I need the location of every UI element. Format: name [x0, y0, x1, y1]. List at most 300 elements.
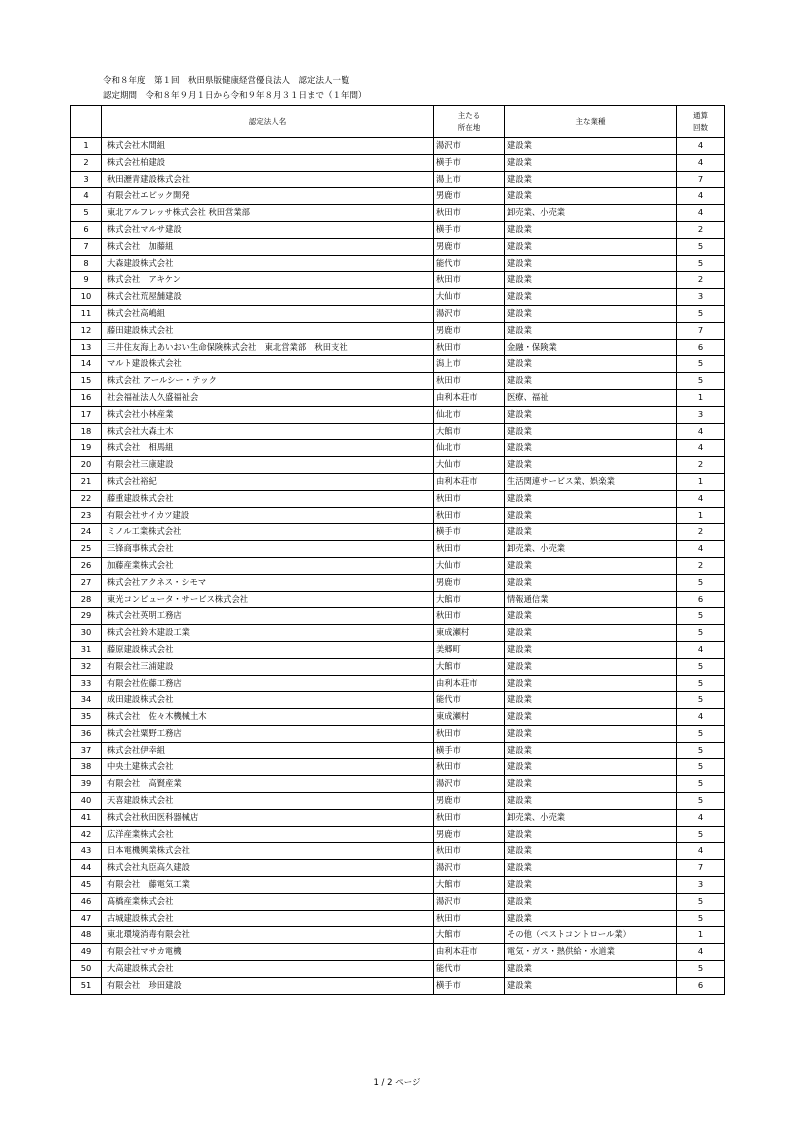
table-row [71, 171, 725, 188]
cell-count: 2 [677, 524, 725, 541]
cell-number: 38 [71, 759, 102, 776]
cell-business: 金融・保険業 [505, 339, 677, 356]
column-header-name: 認定法人名 [102, 106, 434, 138]
cell-corporation-name: 株式会社英明工務店 [102, 608, 434, 625]
table-row [71, 507, 725, 524]
cell-count: 2 [677, 221, 725, 238]
cell-count: 5 [677, 910, 725, 927]
cell-location: 湯沢市 [434, 305, 505, 322]
cell-corporation-name: 大高建設株式会社 [102, 961, 434, 978]
cell-number: 14 [71, 356, 102, 373]
column-header-count-line1: 通算 [693, 110, 708, 120]
table-row [71, 221, 725, 238]
cell-location: 秋田市 [434, 759, 505, 776]
cell-corporation-name: 東北環境消毒有限会社 [102, 927, 434, 944]
table-row [71, 574, 725, 591]
cell-location: 横手市 [434, 221, 505, 238]
cell-count: 4 [677, 188, 725, 205]
cell-number: 25 [71, 541, 102, 558]
cell-business: 卸売業、小売業 [505, 541, 677, 558]
cell-business: 医療、福祉 [505, 389, 677, 406]
cell-corporation-name: 秋田瀝青建設株式会社 [102, 171, 434, 188]
cell-corporation-name: マルト建設株式会社 [102, 356, 434, 373]
cell-corporation-name: 日本電機興業株式会社 [102, 843, 434, 860]
cell-location: 横手市 [434, 524, 505, 541]
cell-corporation-name: 髙橋産業株式会社 [102, 893, 434, 910]
cell-location: 横手市 [434, 742, 505, 759]
table-row [71, 272, 725, 289]
cell-number: 33 [71, 675, 102, 692]
cell-number: 8 [71, 255, 102, 272]
cell-number: 13 [71, 339, 102, 356]
cell-location: 秋田市 [434, 507, 505, 524]
cell-number: 1 [71, 138, 102, 155]
cell-location: 能代市 [434, 692, 505, 709]
table-row [71, 305, 725, 322]
table-row [71, 977, 725, 994]
cell-business: 建設業 [505, 373, 677, 390]
cell-count: 5 [677, 893, 725, 910]
table-row [71, 641, 725, 658]
cell-location: 秋田市 [434, 725, 505, 742]
cell-number: 34 [71, 692, 102, 709]
table-header-row [71, 106, 725, 138]
cell-number: 43 [71, 843, 102, 860]
cell-business: 建設業 [505, 524, 677, 541]
cell-location: 由利本荘市 [434, 944, 505, 961]
cell-business: 建設業 [505, 574, 677, 591]
cell-corporation-name: 株式会社 アキケン [102, 272, 434, 289]
table-row [71, 910, 725, 927]
cell-business: 建設業 [505, 793, 677, 810]
table-row [71, 877, 725, 894]
cell-number: 46 [71, 893, 102, 910]
cell-count: 5 [677, 759, 725, 776]
cell-number: 26 [71, 557, 102, 574]
cell-number: 2 [71, 154, 102, 171]
cell-corporation-name: 株式会社 佐々木機械土木 [102, 709, 434, 726]
cell-corporation-name: 藤原建設株式会社 [102, 641, 434, 658]
table-row [71, 860, 725, 877]
cell-location: 秋田市 [434, 608, 505, 625]
cell-count: 5 [677, 725, 725, 742]
cell-location: 男鹿市 [434, 322, 505, 339]
cell-count: 4 [677, 440, 725, 457]
table-row [71, 356, 725, 373]
cell-number: 18 [71, 423, 102, 440]
cell-location: 男鹿市 [434, 574, 505, 591]
cell-count: 5 [677, 574, 725, 591]
table-row [71, 742, 725, 759]
cell-count: 5 [677, 793, 725, 810]
table-row [71, 238, 725, 255]
table-row [71, 541, 725, 558]
table-row [71, 692, 725, 709]
cell-corporation-name: 有限会社マサカ電機 [102, 944, 434, 961]
table-row [71, 138, 725, 155]
table-row [71, 373, 725, 390]
column-header-location [434, 106, 505, 138]
cell-number: 23 [71, 507, 102, 524]
cell-corporation-name: 株式会社 加藤組 [102, 238, 434, 255]
cell-location: 男鹿市 [434, 826, 505, 843]
cell-count: 3 [677, 877, 725, 894]
cell-location: 秋田市 [434, 339, 505, 356]
cell-business: 建設業 [505, 305, 677, 322]
cell-number: 32 [71, 658, 102, 675]
cell-number: 48 [71, 927, 102, 944]
cell-location: 能代市 [434, 255, 505, 272]
cell-number: 20 [71, 457, 102, 474]
cell-count: 5 [677, 675, 725, 692]
cell-number: 47 [71, 910, 102, 927]
cell-count: 1 [677, 389, 725, 406]
table-row [71, 793, 725, 810]
cell-location: 秋田市 [434, 373, 505, 390]
page-title: 令和８年度 第１回 秋田県版健康経営優良法人 認定法人一覧 [103, 76, 350, 86]
cell-number: 45 [71, 877, 102, 894]
cell-number: 5 [71, 205, 102, 222]
cell-count: 1 [677, 927, 725, 944]
cell-count: 7 [677, 860, 725, 877]
cell-corporation-name: 株式会社伊幸組 [102, 742, 434, 759]
cell-location: 仙北市 [434, 406, 505, 423]
cell-location: 秋田市 [434, 205, 505, 222]
cell-business: 建設業 [505, 289, 677, 306]
table-row [71, 658, 725, 675]
cell-number: 3 [71, 171, 102, 188]
cell-count: 5 [677, 305, 725, 322]
cell-count: 3 [677, 289, 725, 306]
cell-number: 24 [71, 524, 102, 541]
cell-corporation-name: 株式会社粟野工務店 [102, 725, 434, 742]
cell-corporation-name: 株式会社木間組 [102, 138, 434, 155]
cell-corporation-name: 成田建設株式会社 [102, 692, 434, 709]
cell-number: 44 [71, 860, 102, 877]
cell-corporation-name: 東光コンピュータ・サービス株式会社 [102, 591, 434, 608]
table-row [71, 473, 725, 490]
cell-count: 5 [677, 776, 725, 793]
certification-period: 認定期間 令和８年９月１日から令和９年８月３１日まで（１年間） [103, 91, 367, 101]
cell-location: 由利本荘市 [434, 675, 505, 692]
cell-count: 5 [677, 742, 725, 759]
cell-number: 31 [71, 641, 102, 658]
cell-number: 49 [71, 944, 102, 961]
page-number: 1 / 2 ページ [373, 1078, 421, 1088]
cell-location: 由利本荘市 [434, 389, 505, 406]
cell-number: 42 [71, 826, 102, 843]
certified-corporations-table [70, 105, 725, 995]
cell-count: 5 [677, 356, 725, 373]
cell-corporation-name: 有限会社サイカツ建設 [102, 507, 434, 524]
cell-number: 28 [71, 591, 102, 608]
cell-location: 秋田市 [434, 490, 505, 507]
cell-corporation-name: 有限会社エピック開発 [102, 188, 434, 205]
cell-number: 37 [71, 742, 102, 759]
cell-location: 大館市 [434, 927, 505, 944]
cell-corporation-name: 有限会社 藤電気工業 [102, 877, 434, 894]
cell-business: 建設業 [505, 893, 677, 910]
cell-business: 建設業 [505, 658, 677, 675]
cell-business: 建設業 [505, 255, 677, 272]
table-row [71, 725, 725, 742]
cell-count: 1 [677, 473, 725, 490]
cell-business: 建設業 [505, 742, 677, 759]
cell-business: 建設業 [505, 826, 677, 843]
cell-location: 横手市 [434, 977, 505, 994]
cell-location: 大仙市 [434, 457, 505, 474]
table-row [71, 524, 725, 541]
cell-location: 大館市 [434, 591, 505, 608]
cell-business: 建設業 [505, 423, 677, 440]
cell-location: 横手市 [434, 154, 505, 171]
cell-business: 卸売業、小売業 [505, 205, 677, 222]
cell-business: 建設業 [505, 322, 677, 339]
cell-count: 2 [677, 457, 725, 474]
cell-location: 東成瀬村 [434, 625, 505, 642]
cell-business: 建設業 [505, 440, 677, 457]
cell-location: 秋田市 [434, 843, 505, 860]
table-row [71, 440, 725, 457]
cell-business: 建設業 [505, 692, 677, 709]
table-row [71, 608, 725, 625]
cell-corporation-name: 藤田建設株式会社 [102, 322, 434, 339]
cell-corporation-name: 株式会社秋田医科器械店 [102, 809, 434, 826]
cell-count: 4 [677, 944, 725, 961]
cell-business: 建設業 [505, 507, 677, 524]
cell-corporation-name: 藤重建設株式会社 [102, 490, 434, 507]
cell-number: 22 [71, 490, 102, 507]
cell-number: 17 [71, 406, 102, 423]
cell-count: 4 [677, 154, 725, 171]
cell-business: 建設業 [505, 557, 677, 574]
cell-business: 建設業 [505, 188, 677, 205]
cell-business: 建設業 [505, 709, 677, 726]
cell-number: 35 [71, 709, 102, 726]
cell-count: 5 [677, 826, 725, 843]
cell-corporation-name: 株式会社高嶋組 [102, 305, 434, 322]
cell-corporation-name: 株式会社 アールシー・テック [102, 373, 434, 390]
cell-corporation-name: 古城建設株式会社 [102, 910, 434, 927]
table-row [71, 843, 725, 860]
cell-location: 湯沢市 [434, 893, 505, 910]
cell-business: その他（ペストコントロール業） [505, 927, 677, 944]
cell-number: 7 [71, 238, 102, 255]
cell-business: 建設業 [505, 221, 677, 238]
cell-number: 29 [71, 608, 102, 625]
cell-business: 建設業 [505, 961, 677, 978]
cell-number: 12 [71, 322, 102, 339]
cell-number: 21 [71, 473, 102, 490]
cell-location: 男鹿市 [434, 238, 505, 255]
cell-corporation-name: 有限会社三浦建設 [102, 658, 434, 675]
cell-count: 1 [677, 507, 725, 524]
cell-corporation-name: 大森建設株式会社 [102, 255, 434, 272]
cell-location: 美郷町 [434, 641, 505, 658]
cell-number: 19 [71, 440, 102, 457]
table-row [71, 557, 725, 574]
table-row [71, 490, 725, 507]
table-row [71, 759, 725, 776]
table-row [71, 423, 725, 440]
cell-location: 大仙市 [434, 289, 505, 306]
cell-business: 建設業 [505, 138, 677, 155]
cell-number: 10 [71, 289, 102, 306]
cell-location: 由利本荘市 [434, 473, 505, 490]
cell-count: 4 [677, 843, 725, 860]
cell-count: 4 [677, 709, 725, 726]
cell-count: 5 [677, 658, 725, 675]
table-row [71, 591, 725, 608]
table-row [71, 809, 725, 826]
cell-location: 湯沢市 [434, 860, 505, 877]
cell-corporation-name: 有限会社 珍田建設 [102, 977, 434, 994]
cell-corporation-name: ミノル工業株式会社 [102, 524, 434, 541]
cell-corporation-name: 株式会社マルサ建設 [102, 221, 434, 238]
cell-business: 建設業 [505, 910, 677, 927]
cell-business: 建設業 [505, 977, 677, 994]
cell-corporation-name: 広洋産業株式会社 [102, 826, 434, 843]
cell-corporation-name: 天喜建設株式会社 [102, 793, 434, 810]
column-header-location-line2: 所在地 [457, 122, 481, 132]
cell-count: 5 [677, 255, 725, 272]
cell-corporation-name: 三井住友海上あいおい生命保険株式会社 東北営業部 秋田支社 [102, 339, 434, 356]
cell-business: 建設業 [505, 171, 677, 188]
cell-number: 30 [71, 625, 102, 642]
cell-count: 2 [677, 557, 725, 574]
cell-location: 秋田市 [434, 541, 505, 558]
cell-business: 建設業 [505, 877, 677, 894]
cell-business: 建設業 [505, 641, 677, 658]
cell-number: 9 [71, 272, 102, 289]
cell-business: 情報通信業 [505, 591, 677, 608]
cell-business: 生活関連サービス業、娯楽業 [505, 473, 677, 490]
cell-location: 秋田市 [434, 809, 505, 826]
cell-location: 大仙市 [434, 557, 505, 574]
cell-count: 3 [677, 406, 725, 423]
cell-business: 建設業 [505, 608, 677, 625]
table-row [71, 205, 725, 222]
cell-location: 大館市 [434, 658, 505, 675]
cell-location: 大館市 [434, 423, 505, 440]
table-row [71, 961, 725, 978]
cell-number: 50 [71, 961, 102, 978]
cell-number: 4 [71, 188, 102, 205]
table-row [71, 188, 725, 205]
table-row [71, 154, 725, 171]
table-row [71, 625, 725, 642]
cell-count: 4 [677, 641, 725, 658]
cell-location: 東成瀬村 [434, 709, 505, 726]
table-row [71, 322, 725, 339]
cell-location: 秋田市 [434, 272, 505, 289]
table-row [71, 389, 725, 406]
table-row [71, 927, 725, 944]
table-row [71, 457, 725, 474]
cell-business: 建設業 [505, 725, 677, 742]
cell-number: 16 [71, 389, 102, 406]
table-row [71, 944, 725, 961]
cell-business: 建設業 [505, 406, 677, 423]
cell-count: 4 [677, 138, 725, 155]
table-row [71, 406, 725, 423]
cell-corporation-name: 中央土建株式会社 [102, 759, 434, 776]
cell-business: 建設業 [505, 238, 677, 255]
table-row [71, 709, 725, 726]
cell-corporation-name: 社会福祉法人久盛福祉会 [102, 389, 434, 406]
cell-count: 6 [677, 339, 725, 356]
cell-location: 男鹿市 [434, 188, 505, 205]
cell-corporation-name: 株式会社 相馬組 [102, 440, 434, 457]
table-row [71, 776, 725, 793]
cell-location: 仙北市 [434, 440, 505, 457]
cell-count: 5 [677, 608, 725, 625]
cell-corporation-name: 有限会社三康建設 [102, 457, 434, 474]
cell-corporation-name: 株式会社裕紀 [102, 473, 434, 490]
table-row [71, 255, 725, 272]
cell-business: 建設業 [505, 776, 677, 793]
cell-corporation-name: 株式会社柏建設 [102, 154, 434, 171]
cell-business: 建設業 [505, 490, 677, 507]
table-row [71, 339, 725, 356]
cell-number: 41 [71, 809, 102, 826]
cell-business: 建設業 [505, 759, 677, 776]
cell-number: 15 [71, 373, 102, 390]
column-header-count [677, 106, 725, 138]
cell-business: 建設業 [505, 675, 677, 692]
cell-number: 27 [71, 574, 102, 591]
cell-count: 5 [677, 238, 725, 255]
cell-count: 4 [677, 490, 725, 507]
cell-corporation-name: 有限会社 高賢産業 [102, 776, 434, 793]
column-header-business: 主な業種 [505, 106, 677, 138]
table-row [71, 675, 725, 692]
cell-corporation-name: 有限会社佐藤工務店 [102, 675, 434, 692]
cell-count: 5 [677, 625, 725, 642]
cell-number: 51 [71, 977, 102, 994]
cell-business: 建設業 [505, 356, 677, 373]
cell-count: 4 [677, 423, 725, 440]
column-header-number [71, 106, 102, 138]
cell-count: 4 [677, 205, 725, 222]
cell-count: 6 [677, 977, 725, 994]
cell-corporation-name: 株式会社小林産業 [102, 406, 434, 423]
cell-corporation-name: 東北アルフレッサ株式会社 秋田営業部 [102, 205, 434, 222]
cell-business: 建設業 [505, 843, 677, 860]
cell-count: 4 [677, 809, 725, 826]
table-row [71, 893, 725, 910]
cell-business: 建設業 [505, 272, 677, 289]
cell-corporation-name: 加藤産業株式会社 [102, 557, 434, 574]
cell-location: 潟上市 [434, 356, 505, 373]
cell-corporation-name: 株式会社丸臣高久建設 [102, 860, 434, 877]
cell-business: 建設業 [505, 625, 677, 642]
column-header-location-line1: 主たる [457, 110, 481, 120]
cell-count: 7 [677, 322, 725, 339]
cell-count: 5 [677, 692, 725, 709]
table-row [71, 826, 725, 843]
cell-number: 11 [71, 305, 102, 322]
cell-business: 建設業 [505, 154, 677, 171]
column-header-count-line2: 回数 [693, 122, 708, 132]
cell-location: 男鹿市 [434, 793, 505, 810]
cell-number: 39 [71, 776, 102, 793]
cell-business: 建設業 [505, 860, 677, 877]
cell-corporation-name: 株式会社鈴木建設工業 [102, 625, 434, 642]
cell-business: 電気・ガス・熱供給・水道業 [505, 944, 677, 961]
cell-location: 湯上市 [434, 171, 505, 188]
cell-corporation-name: 株式会社大森土木 [102, 423, 434, 440]
